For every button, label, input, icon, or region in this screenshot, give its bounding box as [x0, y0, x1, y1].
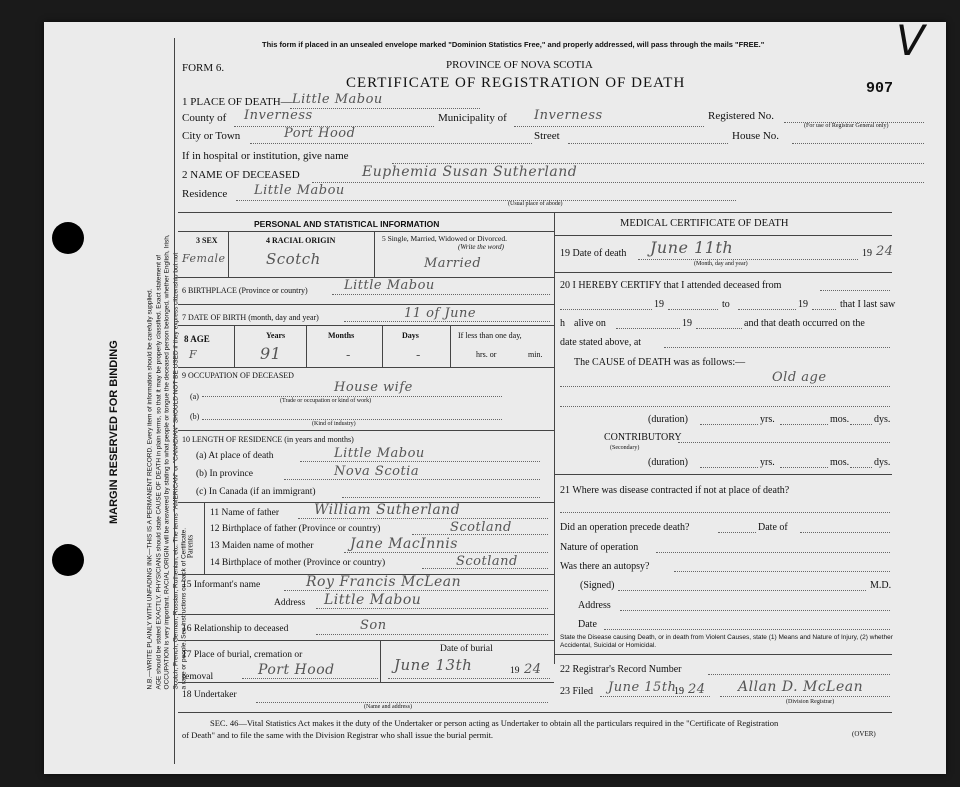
date-of-death-note: (Month, day and year) [694, 261, 748, 267]
less-than-day-label: If less than one day, [458, 331, 522, 340]
father-name-label: 11 Name of father [210, 508, 280, 518]
certify-19b: 19 [798, 299, 808, 310]
informant-address-value: Little Mabou [324, 592, 422, 608]
relationship-value: Son [360, 618, 387, 633]
informant-address-label: Address [274, 598, 306, 608]
min-label: min. [528, 350, 543, 359]
age-mark: F [189, 348, 198, 361]
registered-note: (For use of Registrar General only) [804, 123, 889, 129]
birthplace-value: Little Mabou [344, 278, 435, 293]
age-months-value: - [346, 348, 351, 363]
division-registrar-note: (Division Registrar) [786, 699, 835, 705]
father-name-value: William Sutherland [314, 502, 461, 518]
death-certificate [44, 16, 946, 774]
over-label: (OVER) [852, 730, 876, 738]
county-label: County of [182, 112, 227, 124]
operation-date-label: Date of [758, 522, 788, 533]
burial-date-label: Date of burial [440, 644, 493, 654]
physician-address-label: Address [578, 600, 611, 611]
residence-in-province-label: (b) In province [196, 469, 253, 479]
parents-label: Parents [185, 534, 195, 559]
informant-label: 15 Informant's name [182, 580, 261, 590]
contributory-dys-label: dys. [874, 457, 891, 468]
filed-year-value: 24 [688, 682, 706, 697]
city-label: City or Town [182, 130, 241, 142]
medical-heading: MEDICAL CERTIFICATE OF DEATH [620, 218, 789, 229]
contributory-yrs-label: yrs. [760, 457, 775, 468]
disease-contracted-label: 21 Where was disease contracted if not at place of death? [560, 485, 790, 496]
filed-label: 23 Filed [560, 686, 594, 697]
certify-last-saw: that I last saw [840, 299, 896, 310]
occupation-b-marker: (b) [190, 412, 200, 421]
certify-alive-on: alive on [574, 318, 606, 329]
residence-at-place-value: Little Mabou [334, 446, 425, 461]
md-label: M.D. [870, 580, 892, 591]
filed-year-prefix: 19 [674, 686, 684, 697]
marital-note: (Write the word) [458, 243, 505, 251]
racial-origin-label: 4 RACIAL ORIGIN [266, 236, 336, 245]
residence-length-label: 10 LENGTH OF RESIDENCE (in years and months) [182, 435, 354, 444]
certify-label: 20 I HEREBY CERTIFY that I attended deceased from [560, 280, 782, 291]
father-birthplace-label: 12 Birthplace of father (Province or country) [210, 524, 381, 534]
burial-date-value: June 13th [394, 656, 473, 674]
form-number: FORM 6. [182, 62, 225, 74]
residence-in-canada-label: (c) In Canada (if an immigrant) [196, 487, 316, 497]
footer-line-1: SEC. 46—Vital Statistics Act makes it the duty of the Undertaker or person acting as Undertaker to obtain all the particulars required in the "Certificate of Registration [210, 718, 779, 728]
date-of-birth-value: 11 of June [404, 306, 477, 321]
filed-date-value: June 15th [608, 680, 677, 695]
hospital-label: If in hospital or institution, give name [182, 150, 349, 162]
residence-in-province-value: Nova Scotia [334, 464, 420, 479]
occupation-a-marker: (a) [190, 392, 199, 401]
place-of-death-value: Little Mabou [292, 92, 383, 107]
date-of-birth-label: 7 DATE OF BIRTH (month, day and year) [182, 313, 319, 322]
date-of-death-label: 19 Date of death [560, 248, 627, 259]
marital-value: Married [424, 256, 482, 271]
certificate-number: 907 [866, 80, 894, 97]
certify-occurred: and that death occurred on the [744, 318, 865, 329]
certificate-title: CERTIFICATE OF REGISTRATION OF DEATH [346, 75, 686, 91]
instruction-line: OCCUPATION is very important. RACIAL ORIGIN will be answered by stating to what people or tongue the deceased person belonged, whether English, Irish, [163, 234, 171, 690]
residence-note: (Usual place of abode) [508, 201, 563, 207]
mother-name-label: 13 Maiden name of mother [210, 541, 314, 551]
cause-of-death-value: Old age [772, 370, 827, 385]
marital-label: 5 Single, Married, Widowed or Divorced. [382, 234, 507, 243]
autopsy-label: Was there an autopsy? [560, 561, 650, 572]
age-years-label: Years [266, 331, 286, 340]
county-value: Inverness [244, 108, 313, 123]
occupation-a-value: House wife [334, 380, 413, 395]
date-of-death-year-prefix: 19 [862, 248, 872, 259]
certify-to: to [722, 299, 730, 310]
occupation-label: 9 OCCUPATION OF DECEASED [182, 371, 294, 380]
age-days-value: - [416, 348, 421, 363]
house-number-label: House No. [732, 130, 780, 142]
undertaker-note: (Name and address) [364, 704, 412, 710]
nature-of-operation-label: Nature of operation [560, 542, 639, 553]
cause-of-death-label: The CAUSE of DEATH was as follows:— [574, 357, 746, 368]
municipality-value: Inverness [534, 108, 603, 123]
birthplace-label: 6 BIRTHPLACE (Province or country) [182, 286, 308, 295]
father-birthplace-value: Scotland [450, 520, 512, 535]
city-value: Port Hood [284, 126, 356, 141]
residence-at-place-label: (a) At place of death [196, 451, 274, 461]
age-months-label: Months [328, 331, 355, 340]
racial-origin-value: Scotch [266, 250, 321, 268]
age-years-value: 91 [260, 344, 282, 363]
secondary-note: (Secondary) [610, 445, 640, 451]
burial-place-label: 17 Place of burial, cremation or removal [182, 650, 303, 682]
province: PROVINCE OF NOVA SCOTIA [446, 59, 593, 71]
registrar-signature: Allan D. McLean [738, 679, 864, 695]
residence-label: Residence [182, 188, 228, 200]
burial-year-prefix: 19 [510, 666, 520, 676]
date-of-death-value: June 11th [650, 238, 734, 257]
certify-date-stated: date stated above, at [560, 337, 642, 348]
certify-19c: 19 [682, 318, 692, 329]
violent-causes-note: State the Disease causing Death, or in death from Violent Causes, state (1) Means and Nature of Injury, (2) whether Accidental, Suicidal or Homicidal. [560, 634, 893, 649]
certify-h: h [560, 318, 565, 329]
occupation-b-note: (Kind of industry) [312, 421, 356, 427]
street-label: Street [534, 130, 560, 142]
cause-dys-label: dys. [874, 414, 891, 425]
contributory-label: CONTRIBUTORY [604, 432, 682, 443]
operation-label: Did an operation precede death? [560, 522, 690, 533]
residence-value: Little Mabou [254, 183, 345, 198]
mother-birthplace-value: Scotland [456, 554, 518, 569]
cause-yrs-label: yrs. [760, 414, 775, 425]
hrs-label: hrs. or [476, 350, 497, 359]
cause-duration-label: (duration) [648, 414, 688, 425]
occupation-a-note: (Trade or occupation or kind of work) [280, 398, 372, 404]
burial-place-value: Port Hood [258, 662, 335, 678]
personal-info-heading: PERSONAL AND STATISTICAL INFORMATION [254, 219, 440, 229]
name-of-deceased-value: Euphemia Susan Sutherland [362, 164, 578, 180]
binding-hole-top [52, 222, 84, 254]
physician-date-label: Date [578, 619, 597, 630]
informant-value: Roy Francis McLean [306, 574, 462, 590]
instruction-line: Scotch, French, German, Russian, Ruthenian, etc. The terms "AMERICAN" or "CANADIAN" SHOULD NOT BE USED if they express citizenship but not [172, 252, 180, 690]
registered-number-label: Registered No. [708, 110, 774, 122]
name-of-deceased-label: 2 NAME OF DECEASED [182, 169, 300, 181]
instruction-line: a race or people. See instructions on back of Certificate. [180, 527, 188, 690]
mother-name-value: Jane MacInnis [350, 536, 458, 552]
date-of-death-year-value: 24 [876, 244, 894, 259]
mailing-notice: This form if placed in an unsealed envelope marked "Dominion Statistics Free," and properly addressed, will pass through the mails "FREE." [262, 40, 765, 49]
checkmark-annotation: V [896, 16, 925, 65]
relationship-label: 16 Relationship to deceased [182, 624, 289, 634]
sex-value: Female [182, 252, 226, 265]
age-days-label: Days [402, 331, 419, 340]
municipality-label: Municipality of [438, 112, 507, 124]
instruction-line: N.B.—WRITE PLAINLY WITH UNFADING INK—THIS IS A PERMANENT RECORD. Every item of information should be carefully supplied. [146, 288, 154, 690]
mother-birthplace-label: 14 Birthplace of mother (Province or country) [210, 558, 386, 568]
contributory-mos-label: mos. [830, 457, 850, 468]
age-label: 8 AGE [184, 334, 210, 344]
instruction-line: AGE should be stated EXACTLY. PHYSICIANS should state CAUSE OF DEATH in plain terms, so that it may be properly classified. Exact statement of [155, 254, 163, 690]
footer-line-2: of Death" and to file the same with the Division Registrar who shall issue the burial permit. [182, 730, 494, 740]
contributory-duration-label: (duration) [648, 457, 688, 468]
binding-hole-bottom [52, 544, 84, 576]
certify-19a: 19 [654, 299, 664, 310]
place-of-death-label: 1 PLACE OF DEATH— [182, 96, 292, 108]
margin-label: MARGIN RESERVED FOR BINDING [108, 340, 120, 524]
cause-mos-label: mos. [830, 414, 850, 425]
sex-label: 3 SEX [196, 236, 218, 245]
record-number-label: 22 Registrar's Record Number [560, 664, 682, 675]
burial-year-value: 24 [524, 662, 542, 677]
undertaker-label: 18 Undertaker [182, 690, 237, 700]
signed-label: (Signed) [580, 580, 615, 591]
